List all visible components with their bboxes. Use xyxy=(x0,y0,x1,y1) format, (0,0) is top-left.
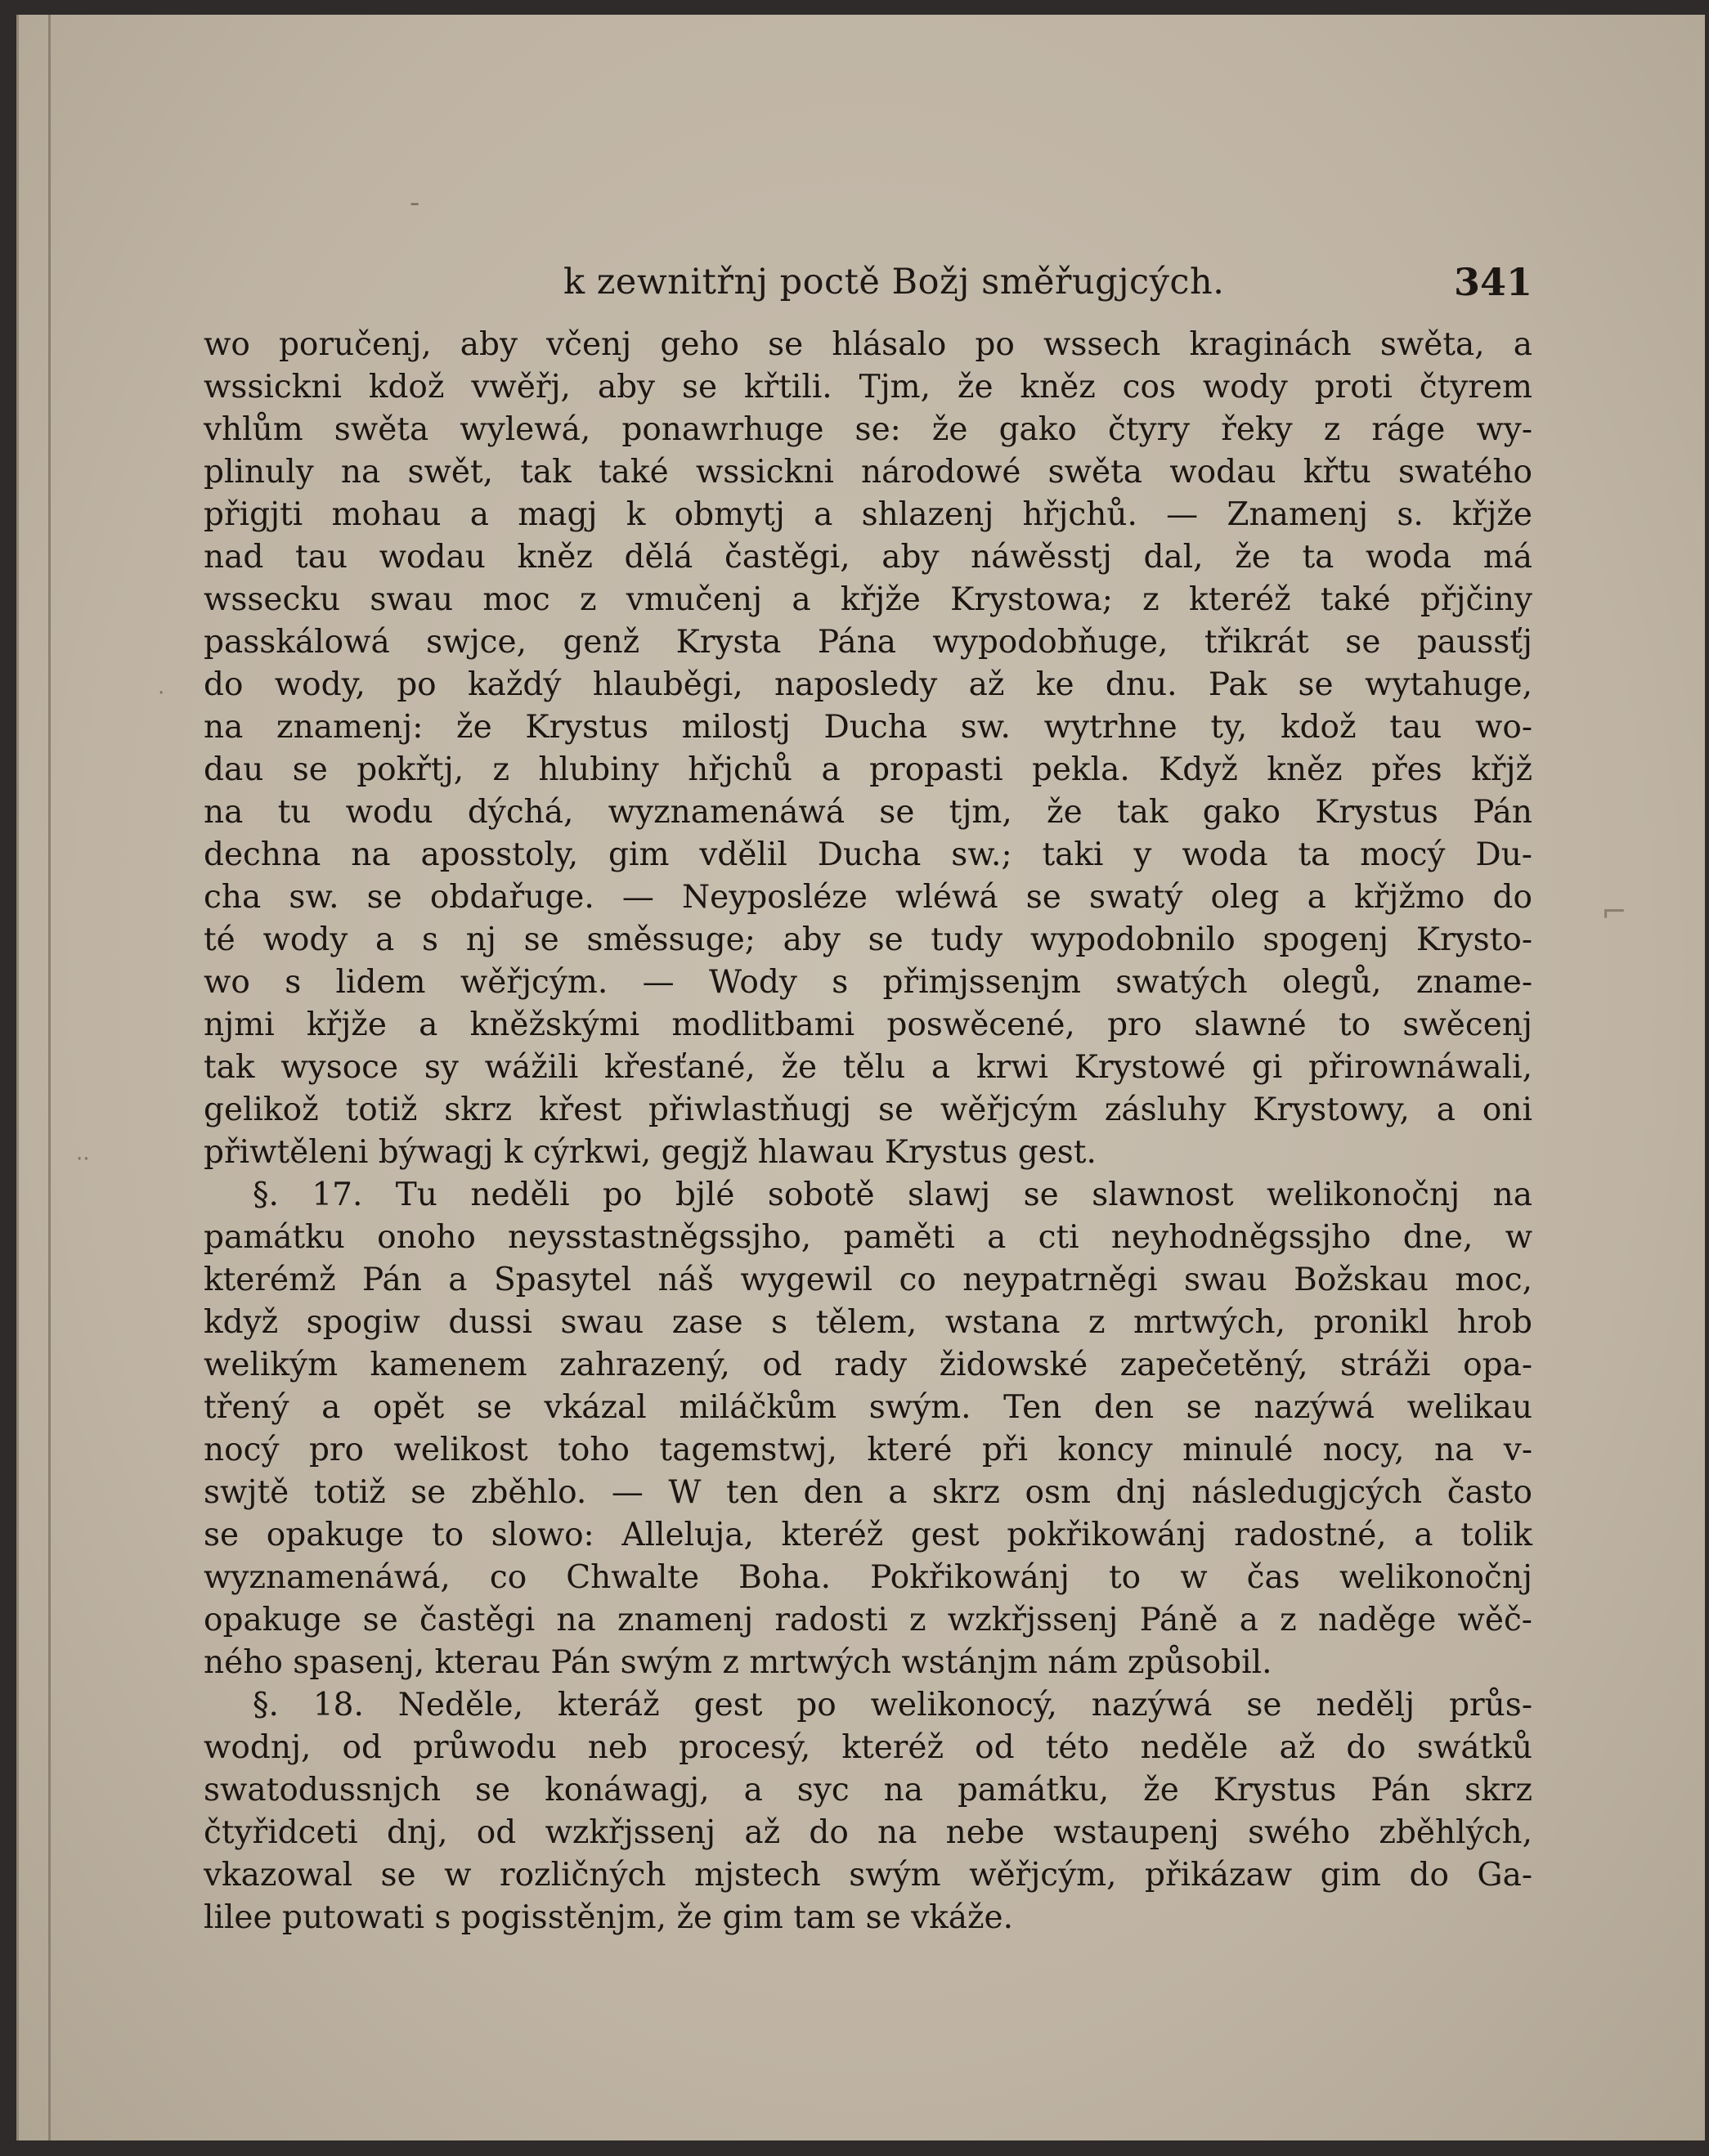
text-line: wo poručenj, aby včenj geho se hlásalo po wssech kraginách swěta, a xyxy=(204,326,1532,363)
text-line: welikým kamenem zahrazený, od rady židowské zapečetěný, stráži opa- xyxy=(204,1347,1532,1383)
text-line: vhlům swěta wylewá, ponawrhuge se: že gako čtyry řeky z ráge wy- xyxy=(204,411,1532,448)
binding-edge xyxy=(48,15,51,2140)
text-line: na znamenj: že Krystus milostj Ducha sw. wytrhne ty, kdož tau wo- xyxy=(204,709,1532,746)
text-line: tak wysoce sy wážili křesťané, že tělu a krwi Krystowé gi přirownáwali, xyxy=(204,1049,1532,1086)
text-line: vkazowal se w rozličných mjstech swým wěřjcým, přikázaw gim do Ga- xyxy=(204,1857,1532,1894)
margin-mark: ·· xyxy=(76,1147,90,1172)
text-line: plinuly na swět, tak také wssickni národowé swěta wodau křtu swatého xyxy=(204,454,1532,491)
text-line: třený a opět se vkázal miláčkům swým. Ten den se nazýwá welikau xyxy=(204,1389,1532,1426)
text-line: §. 18. Neděle, kteráž gest po welikonocý, nazýwá se nedělj průs- xyxy=(253,1687,1532,1723)
page-header xyxy=(204,262,1532,311)
text-line: té wody a s nj se směssuge; aby se tudy wypodobnilo spogenj Krysto- xyxy=(204,921,1532,958)
ink-mark: ‐ xyxy=(410,186,420,219)
text-line: přiwtěleni býwagj k cýrkwi, gegjž hlawau Krystus gest. xyxy=(204,1134,1097,1171)
text-line: když spogiw dussi swau zase s tělem, wstana z mrtwých, pronikl hrob xyxy=(204,1304,1532,1341)
text-line: swjtě totiž se zběhlo. — W ten den a skrz osm dnj následugjcých často xyxy=(204,1474,1532,1511)
body-text xyxy=(204,324,1532,1939)
ink-mark: · xyxy=(158,681,165,706)
text-line: wyznamenáwá, co Chwalte Boha. Pokřikowánj to w čas welikonočnj xyxy=(204,1559,1532,1596)
text-line: přigjti mohau a magj k obmytj a shlazenj hřjchů. — Znamenj s. křjže xyxy=(204,496,1532,533)
book-page xyxy=(16,15,1705,2140)
text-line: nad tau wodau kněz dělá častěgi, aby náwěsstj dal, že ta woda má xyxy=(204,539,1532,576)
text-line: cha sw. se obdařuge. — Neyposléze wléwá se swatý oleg a křjžmo do xyxy=(204,879,1532,916)
text-line: wo s lidem wěřjcým. — Wody s přimjssenjm swatých olegů, zname- xyxy=(204,964,1532,1001)
paragraph-section-18 xyxy=(204,1684,1532,1939)
text-line: na tu wodu dýchá, wyznamenáwá se tjm, že tak gako Krystus Pán xyxy=(204,794,1532,831)
text-line: passkálowá swjce, genž Krysta Pána wypodobňuge, třikrát se paussťj xyxy=(204,624,1532,661)
text-line: wssecku swau moc z vmučenj a křjže Krystowa; z kteréž také přjčiny xyxy=(204,581,1532,618)
paragraph xyxy=(204,324,1532,1174)
text-line: dechna na aposstoly, gim vdělil Ducha sw.; taki y woda ta mocý Du- xyxy=(204,836,1532,873)
text-line: dau se pokřtj, z hlubiny hřjchů a propasti pekla. Když kněz přes křjž xyxy=(204,751,1532,788)
running-title: k zewnitřnj poctě Božj směřugjcých. xyxy=(563,262,1225,303)
text-line: ného spasenj, kterau Pán swým z mrtwých wstánjm nám způsobil. xyxy=(204,1644,1272,1681)
margin-mark: ⌐ xyxy=(1601,894,1627,930)
text-line: se opakuge to slowo: Alleluja, kteréž gest pokřikowánj radostné, a tolik xyxy=(204,1517,1532,1553)
page-number: 341 xyxy=(1453,260,1532,304)
text-line: památku onoho neysstastněgssjho, paměti a cti neyhodněgssjho dne, w xyxy=(204,1219,1532,1256)
text-line: §. 17. Tu neděli po bjlé sobotě slawj se slawnost welikonočnj na xyxy=(253,1177,1532,1213)
text-line: opakuge se častěgi na znamenj radosti z wzkřjssenj Páně a z naděge wěč- xyxy=(204,1602,1532,1638)
text-line: čtyřidceti dnj, od wzkřjssenj až do na nebe wstaupenj swého zběhlých, xyxy=(204,1814,1532,1851)
paragraph-section-17 xyxy=(204,1174,1532,1684)
text-line: gelikož totiž skrz křest přiwlastňugj se wěřjcým zásluhy Krystowy, a oni xyxy=(204,1091,1532,1128)
text-line: wssickni kdož vwěřj, aby se křtili. Tjm, že kněz cos wody proti čtyrem xyxy=(204,369,1532,406)
text-line: nocý pro welikost toho tagemstwj, které při koncy minulé nocy, na v- xyxy=(204,1432,1532,1468)
text-line: lilee putowati s pogisstěnjm, že gim tam se vkáže. xyxy=(204,1899,1014,1936)
text-line: wodnj, od průwodu neb procesý, kteréž od této neděle až do swátků xyxy=(204,1729,1532,1766)
text-line: do wody, po každý hlauběgi, naposledy až ke dnu. Pak se wytahuge, xyxy=(204,666,1532,703)
text-line: kterémž Pán a Spasytel náš wygewil co neypatrněgi swau Božskau moc, xyxy=(204,1262,1532,1298)
text-line: njmi křjže a kněžskými modlitbami poswěcené, pro slawné to swěcenj xyxy=(204,1006,1532,1043)
text-line: swatodussnjch se konáwagj, a syc na památku, že Krystus Pán skrz xyxy=(204,1772,1532,1809)
